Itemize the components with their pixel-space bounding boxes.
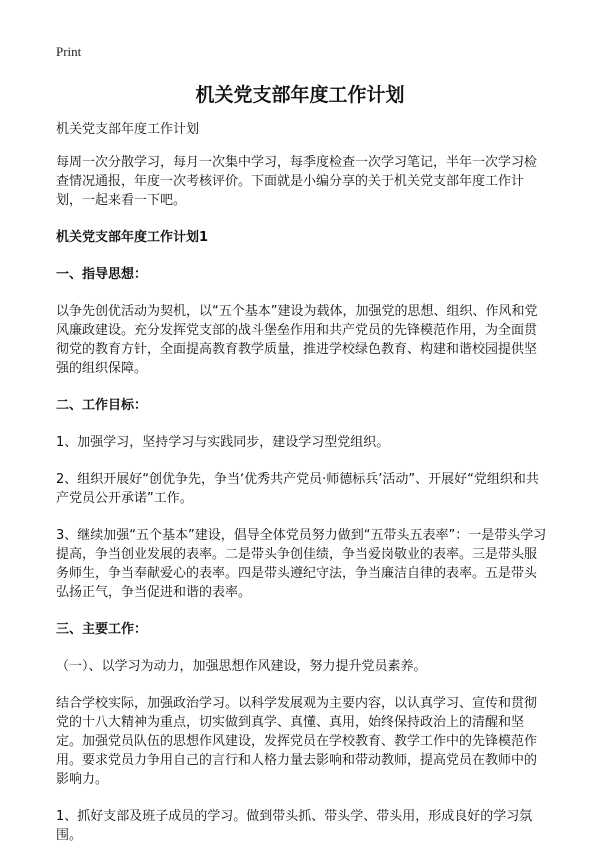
subtitle: 机关党支部年度工作计划 [56, 122, 200, 137]
main-work-item-1: 1、抓好支部及班子成员的学习。做到带头抓、带头学、带头用，形成良好的学习氛围。 [56, 809, 533, 843]
section-heading-goals: 二、工作目标： [56, 398, 148, 413]
main-work-subheading-1: （一）、以学习为动力，加强思想作风建设，努力提升党员素养。 [56, 659, 427, 674]
intro-paragraph: 每周一次分散学习，每月一次集中学习，每季度检查一次学习笔记，半年一次学习检查情况通报，年度一次考核评价。下面就是小编分享的关于机关党支部年度工作计划，一起来看一下吧。 [56, 155, 538, 208]
goal-item-3: 3、继续加强“五个基本”建设，倡导全体党员努力做到“五带头五表率”：一是带头学习提高，争当创业发展的表率。二是带头争创佳绩，争当爱岗敬业的表率。三是带头服务师生，争当奉献爱心的表率。四是带头遵纪守法，争当廉洁自律的表率。五是带头弘扬正气，争当促进和谐的表率。 [56, 528, 547, 600]
section-heading-guiding-thought: 一、指导思想： [56, 267, 148, 282]
guiding-thought-paragraph: 以争先创优活动为契机，以“五个基本”建设为载体，加强党的思想、组织、作风和党风廉政建设。充分发挥党支部的战斗堡垒作用和共产党员的先锋模范作用，为全面贯彻党的教育方针，全面提高教育教学质量，推进学校绿色教育、构建和谐校园提供坚强的组织保障。 [56, 304, 538, 376]
plan-heading: 机关党支部年度工作计划1 [56, 230, 209, 245]
main-work-paragraph: 结合学校实际，加强政治学习。以科学发展观为主要内容，以认真学习、宣传和贯彻党的十八大精神为重点，切实做到真学、真懂、真用，始终保持政治上的清醒和坚定。加强党员队伍的思想作风建设，发挥党员在学校教育、教学工作中的先锋模范作用。要求党员力争用自己的言行和人格力量去影响和带动教师，提高党员在教师中的影响力。 [56, 696, 538, 787]
goal-item-1: 1、加强学习，坚持学习与实践同步，建设学习型党组织。 [56, 435, 390, 450]
article-body [56, 120, 548, 863]
section-heading-main-work: 三、主要工作： [56, 622, 148, 637]
page-title: 机关党支部年度工作计划 [195, 84, 405, 106]
print-link[interactable]: Print [56, 44, 82, 59]
goal-item-2: 2、组织开展好“创优争先，争当‘优秀共产党员·师德标兵’活动”、开展好“党组织和共产党员公开承诺”工作。 [56, 472, 539, 506]
